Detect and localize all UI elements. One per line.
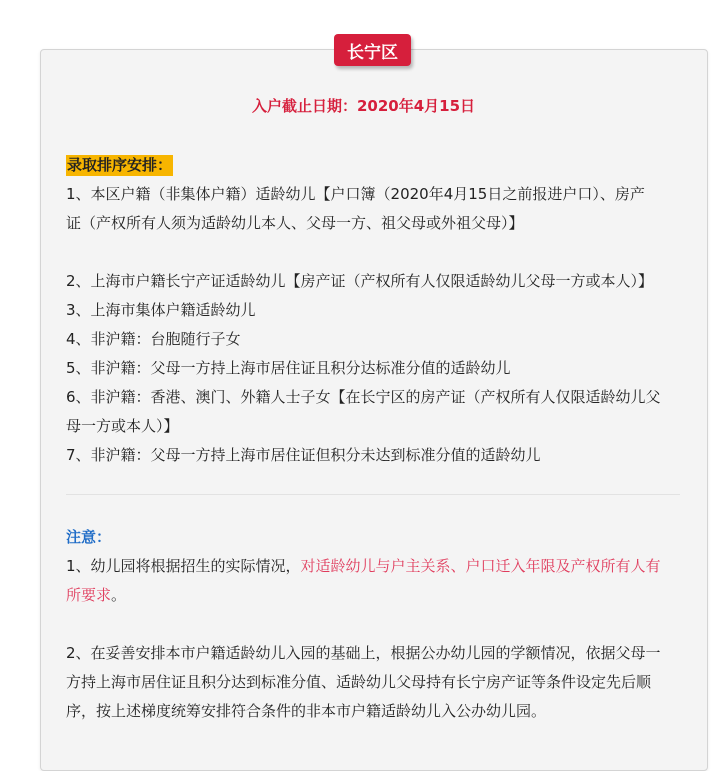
note-item-continued: 方持上海市居住证且积分达到标准分值、适龄幼儿父母持有长宁房产证等条件设定先后顺 [66, 673, 652, 691]
notes-label: 注意： [66, 528, 112, 546]
list-item: 7、非沪籍：父母一方持上海市居住证但积分未达到标准分值的适龄幼儿 [66, 446, 541, 464]
note-emphasis: 所要求 [66, 586, 112, 604]
section-divider [66, 494, 680, 495]
list-item-continued: 母一方或本人）】 [66, 417, 179, 435]
note-item-continued: 序，按上述梯度统筹安排符合条件的非本市户籍适龄幼儿入公办幼儿园。 [66, 702, 547, 720]
note-item-continued [66, 581, 682, 610]
note-text: 。 [111, 586, 127, 604]
list-item: 3、上海市集体户籍适龄幼儿 [66, 301, 256, 319]
list-item: 4、非沪籍：台胞随行子女 [66, 330, 241, 348]
list-item: 1、本区户籍（非集体户籍）适龄幼儿【户口簿（2020年4月15日之前报进户口）、房产 [66, 185, 645, 203]
notes-section [66, 523, 682, 726]
note-item: 2、在妥善安排本市户籍适龄幼儿入园的基础上，根据公办幼儿园的学额情况，依据父母一 [66, 644, 661, 662]
ranking-label: 录取排序安排： [67, 156, 173, 174]
list-item-continued: 证（产权所有人须为适龄幼儿本人、父母一方、祖父母或外祖父母）】 [66, 214, 524, 232]
note-text: 1、幼儿园将根据招生的实际情况， [66, 557, 301, 575]
notes-label-row [66, 523, 682, 552]
ranking-label-row [66, 151, 682, 180]
note-item [66, 552, 682, 581]
list-item: 6、非沪籍：香港、澳门、外籍人士子女【在长宁区的房产证（产权所有人仅限适龄幼儿父 [66, 388, 661, 406]
deadline-title: 入户截止日期：2020年4月15日 [251, 97, 476, 115]
list-item: 2、上海市户籍长宁产证适龄幼儿【房产证（产权所有人仅限适龄幼儿父母一方或本人）】 [66, 272, 654, 290]
district-badge: 长宁区 [334, 34, 411, 66]
ranking-section [66, 151, 682, 470]
note-emphasis: 对适龄幼儿与户主关系、户口迁入年限及产权所有人有 [300, 557, 661, 575]
spacer [66, 238, 682, 267]
spacer [66, 610, 682, 639]
list-item: 5、非沪籍：父母一方持上海市居住证且积分达标准分值的适龄幼儿 [66, 359, 511, 377]
